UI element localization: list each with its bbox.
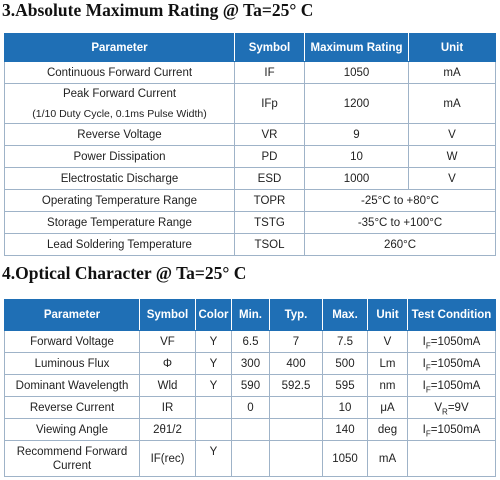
cell-parameter: Storage Temperature Range — [5, 212, 235, 234]
cell-min: 6.5 — [232, 331, 270, 353]
cond-main: V — [434, 401, 443, 414]
table-row — [5, 84, 496, 124]
cell-rating: 260°C — [305, 234, 496, 256]
cell-rating: 10 — [305, 146, 409, 168]
cell-color: Y — [196, 331, 232, 353]
cell-symbol: ESD — [235, 168, 305, 190]
header-unit: Unit — [368, 300, 408, 331]
cond-rest: =1050mA — [430, 379, 481, 392]
cell-test-condition — [408, 397, 496, 419]
cell-typ — [270, 397, 323, 419]
cell-parameter — [5, 84, 235, 124]
cell-min — [232, 441, 270, 477]
cell-rating: -25°C to +80°C — [305, 190, 496, 212]
cell-test-condition — [408, 331, 496, 353]
cell-rating: 1200 — [305, 84, 409, 124]
cond-main: I — [422, 335, 426, 348]
cell-parameter: Power Dissipation — [5, 146, 235, 168]
cell-unit: V — [409, 124, 496, 146]
cell-typ: 400 — [270, 353, 323, 375]
table-row — [5, 419, 496, 441]
table-row — [5, 234, 496, 256]
cell-typ — [270, 419, 323, 441]
header-symbol: Symbol — [235, 34, 305, 62]
cell-unit: V — [409, 168, 496, 190]
cell-symbol: IFp — [235, 84, 305, 124]
table-row — [5, 331, 496, 353]
table-row — [5, 441, 496, 477]
cell-parameter: Dominant Wavelength — [5, 375, 140, 397]
optical-character-table — [4, 299, 496, 477]
table-row — [5, 375, 496, 397]
cell-parameter: Reverse Voltage — [5, 124, 235, 146]
cell-color — [196, 419, 232, 441]
cell-min: 300 — [232, 353, 270, 375]
cell-symbol: Φ — [140, 353, 196, 375]
cell-parameter: Operating Temperature Range — [5, 190, 235, 212]
cell-rating: 9 — [305, 124, 409, 146]
cell-unit: mA — [409, 62, 496, 84]
cell-test-condition — [408, 353, 496, 375]
cond-rest: =1050mA — [430, 335, 481, 348]
table-row — [5, 212, 496, 234]
cell-max: 7.5 — [323, 331, 368, 353]
cell-rating: 1000 — [305, 168, 409, 190]
cell-max: 595 — [323, 375, 368, 397]
cell-rating: -35°C to +100°C — [305, 212, 496, 234]
cell-test-condition — [408, 375, 496, 397]
header-test-condition: Test Condition — [408, 300, 496, 331]
cond-subscript: F — [425, 362, 431, 372]
cell-min: 590 — [232, 375, 270, 397]
cond-subscript: F — [425, 340, 431, 350]
cell-parameter: Forward Voltage — [5, 331, 140, 353]
cell-parameter: Continuous Forward Current — [5, 62, 235, 84]
cell-min: 0 — [232, 397, 270, 419]
cell-symbol: VR — [235, 124, 305, 146]
cell-color: Y — [196, 353, 232, 375]
cond-main: I — [422, 357, 426, 370]
cell-parameter: Reverse Current — [5, 397, 140, 419]
header-parameter: Parameter — [5, 300, 140, 331]
cond-subscript: F — [425, 428, 431, 438]
cell-test-condition — [408, 419, 496, 441]
cond-subscript: F — [425, 384, 431, 394]
header-color: Color — [196, 300, 232, 331]
cell-parameter: Electrostatic Discharge — [5, 168, 235, 190]
cell-unit: Lm — [368, 353, 408, 375]
cell-min — [232, 419, 270, 441]
table-header-row — [5, 300, 496, 331]
cell-unit: V — [368, 331, 408, 353]
cell-symbol: TSTG — [235, 212, 305, 234]
cell-unit: W — [409, 146, 496, 168]
header-parameter: Parameter — [5, 34, 235, 62]
cell-parameter-main: Peak Forward Current — [62, 87, 177, 100]
cell-typ: 7 — [270, 331, 323, 353]
cell-symbol: Wld — [140, 375, 196, 397]
cond-rest: =1050mA — [430, 357, 481, 370]
table-header-row — [5, 34, 496, 62]
cell-unit: mA — [368, 441, 408, 477]
cell-symbol: PD — [235, 146, 305, 168]
cell-max: 140 — [323, 419, 368, 441]
cell-unit: mA — [409, 84, 496, 124]
cell-rating: 1050 — [305, 62, 409, 84]
cell-parameter: Luminous Flux — [5, 353, 140, 375]
header-max: Max. — [323, 300, 368, 331]
absolute-maximum-rating-table — [4, 33, 496, 256]
table-row — [5, 168, 496, 190]
table-row — [5, 146, 496, 168]
cell-max: 500 — [323, 353, 368, 375]
cell-test-condition — [408, 441, 496, 477]
cond-rest: =1050mA — [430, 423, 481, 436]
cell-max: 1050 — [323, 441, 368, 477]
table-row — [5, 124, 496, 146]
header-symbol: Symbol — [140, 300, 196, 331]
cell-color: Y — [196, 375, 232, 397]
header-unit: Unit — [409, 34, 496, 62]
cell-unit: nm — [368, 375, 408, 397]
cell-color: Y — [196, 441, 232, 477]
cell-symbol: TSOL — [235, 234, 305, 256]
cell-parameter: Recommend Forward Current — [5, 441, 140, 477]
cond-main: I — [422, 423, 426, 436]
cell-typ: 592.5 — [270, 375, 323, 397]
cond-main: I — [422, 379, 426, 392]
header-maximum-rating: Maximum Rating — [305, 34, 409, 62]
header-typ: Typ. — [270, 300, 323, 331]
cell-symbol: IF(rec) — [140, 441, 196, 477]
cell-symbol: VF — [140, 331, 196, 353]
section-4-title: 4.Optical Character @ Ta=25° C — [2, 263, 247, 283]
table-row — [5, 397, 496, 419]
cell-max: 10 — [323, 397, 368, 419]
cell-parameter-note: (1/10 Duty Cycle, 0.1ms Pulse Width) — [32, 107, 207, 120]
cond-rest: =9V — [447, 401, 469, 414]
section-3-title: 3.Absolute Maximum Rating @ Ta=25° C — [2, 0, 314, 20]
cell-typ — [270, 441, 323, 477]
cell-symbol: 2θ1/2 — [140, 419, 196, 441]
cell-symbol: IR — [140, 397, 196, 419]
cond-subscript: R — [442, 406, 448, 416]
cell-parameter: Lead Soldering Temperature — [5, 234, 235, 256]
cell-color — [196, 397, 232, 419]
cell-unit: μA — [368, 397, 408, 419]
cell-symbol: IF — [235, 62, 305, 84]
table-row — [5, 62, 496, 84]
table-row — [5, 190, 496, 212]
cell-parameter: Viewing Angle — [5, 419, 140, 441]
cell-symbol: TOPR — [235, 190, 305, 212]
header-min: Min. — [232, 300, 270, 331]
cell-unit: deg — [368, 419, 408, 441]
table-row — [5, 353, 496, 375]
